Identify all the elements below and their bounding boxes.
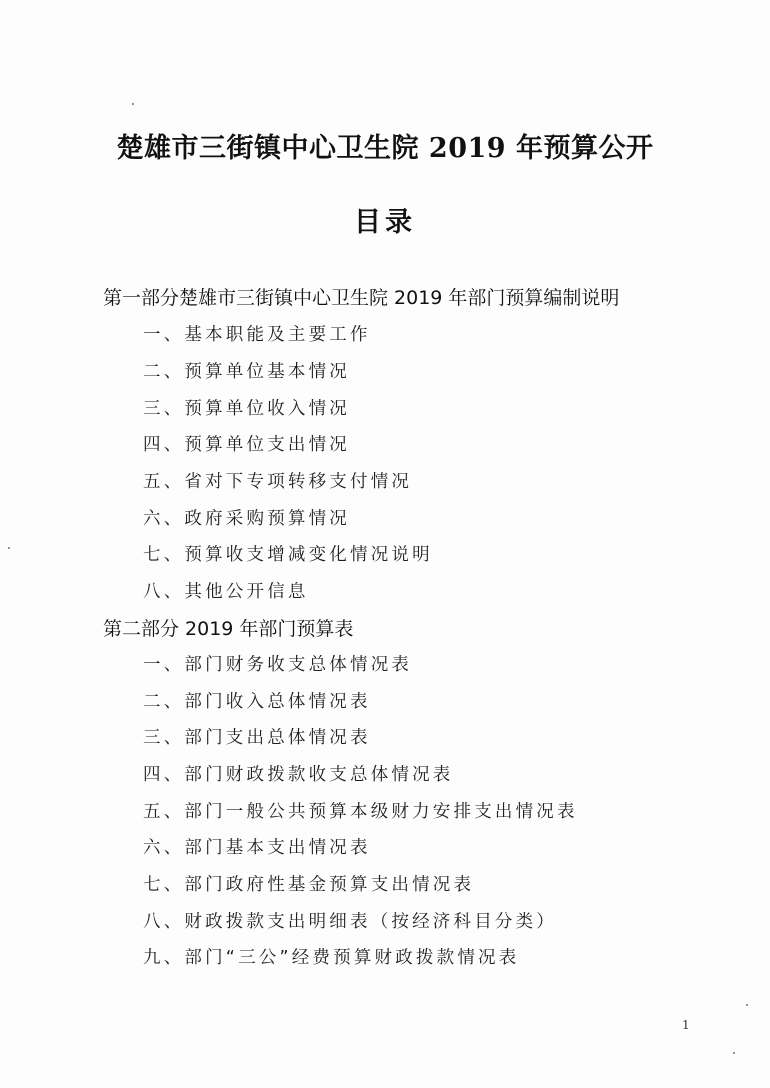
scan-speck (733, 1052, 735, 1054)
part2-item-1: 一、部门财务收支总体情况表 (143, 655, 413, 675)
part2-item-5: 五、部门一般公共预算本级财力安排支出情况表 (143, 802, 578, 822)
part1-item-1: 一、基本职能及主要工作 (143, 325, 371, 345)
scan-speck (132, 103, 134, 105)
part1-item-2: 二、预算单位基本情况 (143, 362, 350, 382)
part2-item-2: 二、部门收入总体情况表 (143, 692, 371, 712)
part2-item-8: 八、财政拨款支出明细表（按经济科目分类） (143, 912, 557, 932)
page-number: 1 (682, 1018, 690, 1032)
part2-item-3: 三、部门支出总体情况表 (143, 728, 371, 748)
scan-speck (746, 1004, 748, 1006)
part1-item-5: 五、省对下专项转移支付情况 (143, 472, 413, 492)
part2-item-4: 四、部门财政拨款收支总体情况表 (143, 765, 454, 785)
part1-item-8: 八、其他公开信息 (143, 582, 309, 602)
part1-item-7: 七、预算收支增减变化情况说明 (143, 545, 433, 565)
part2-item-6: 六、部门基本支出情况表 (143, 838, 371, 858)
part1-item-4: 四、预算单位支出情况 (143, 435, 350, 455)
part2-heading: 第二部分 2019 年部门预算表 (103, 618, 354, 640)
scan-speck (8, 547, 10, 549)
document-subtitle: 目录 (354, 207, 416, 238)
part1-item-3: 三、预算单位收入情况 (143, 399, 350, 419)
part1-item-6: 六、政府采购预算情况 (143, 509, 350, 529)
part2-item-9: 九、部门“三公”经费预算财政拨款情况表 (143, 948, 520, 968)
part1-heading: 第一部分楚雄市三街镇中心卫生院 2019 年部门预算编制说明 (103, 287, 620, 309)
part2-item-7: 七、部门政府性基金预算支出情况表 (143, 875, 475, 895)
document-title: 楚雄市三街镇中心卫生院 2019 年预算公开 (116, 133, 654, 164)
